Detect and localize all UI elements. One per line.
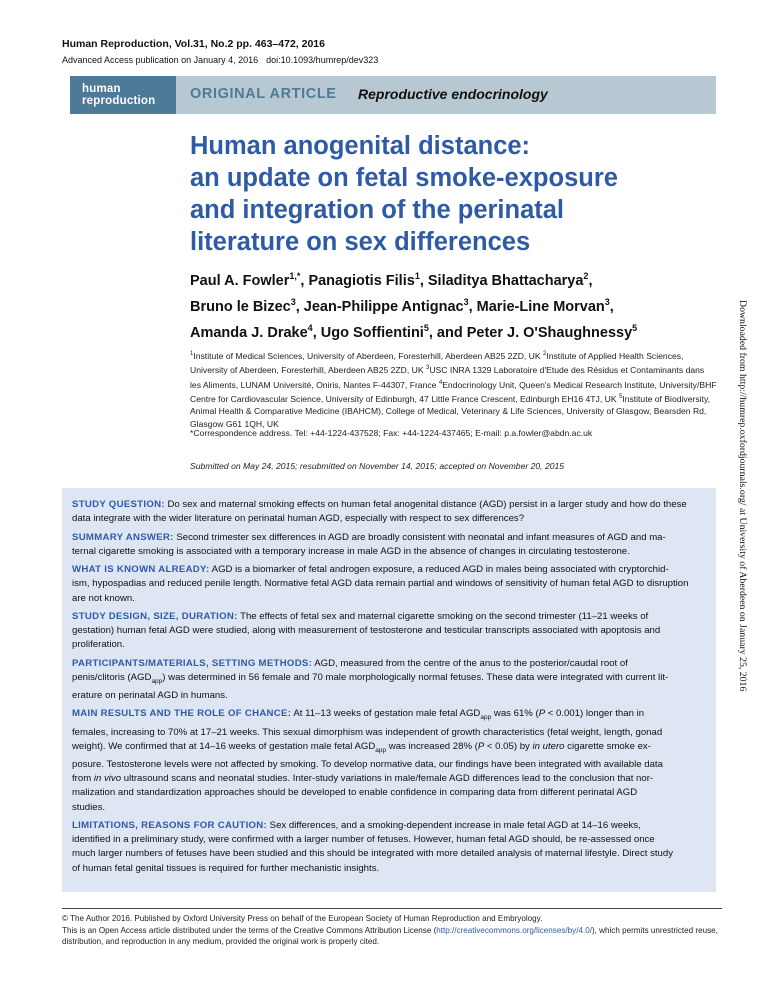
- abstract-line: WHAT IS KNOWN ALREADY: AGD is a biomarker of fetal androgen exposure, a reduced AGD in males being associated with cryptorchid-: [72, 564, 669, 576]
- abstract-line: MAIN RESULTS AND THE ROLE OF CHANCE: At 11–13 weeks of gestation male fetal $AGD_{app}$ was 61% (P < 0.001) longer than in: [72, 708, 645, 722]
- abstract-heading: STUDY DESIGN, SIZE, DURATION:: [72, 610, 238, 622]
- abstract-line: studies.: [72, 801, 106, 813]
- abstract-heading: STUDY QUESTION:: [72, 499, 165, 510]
- abstract-line: ternal cigarette smoking is associated with a temporary increase in male AGD in the absence of changes in circulating testosterone.: [72, 545, 630, 557]
- advance-access-line: [62, 55, 378, 65]
- license-line: distribution, and reproduction in any medium, provided the original work is properly cited.: [62, 937, 380, 946]
- article-title: [190, 130, 690, 258]
- abstract-heading: LIMITATIONS, REASONS FOR CAUTION:: [72, 819, 268, 831]
- article-subtype: Reproductive endocrinology: [358, 86, 548, 102]
- abstract-line: much larger numbers of fetuses have been studied and this should be integrated with more detailed analysis of maternal lifestyle. Direct study: [72, 848, 674, 860]
- abstract-heading: MAIN RESULTS AND THE ROLE OF CHANCE:: [72, 708, 292, 720]
- abstract-body: [72, 498, 710, 880]
- affiliation-line: Animal Health & Comparative Medicine (IBAHCM), College of Medical, Veterinary & Life Sciences, University of Glasgow, Bearsden Rd,: [190, 406, 707, 417]
- title-line: literature on sex differences: [190, 228, 531, 256]
- side-watermark: [737, 300, 755, 740]
- affiliation-line: les Aliments, LUNAM Université, Oniris, Nantes F-44307, France $^4$Endocrinology Unit, Queen's Medical Research Institute, University/BHF: [190, 379, 717, 390]
- abstract-line: PARTICIPANTS/MATERIALS, SETTING METHODS: AGD, measured from the centre of the anus to the posterior/caudal root of: [72, 657, 628, 669]
- abstract-line: LIMITATIONS, REASONS FOR CAUTION: Sex differences, and a smoking-dependent increase in male fetal AGD at 14–16 weeks,: [72, 819, 641, 831]
- abstract-line: SUMMARY ANSWER: Second trimester sex differences in AGD are broadly consistent with neonatal and infant measures of AGD and ma-: [72, 531, 666, 543]
- license-line: This is an Open Access article distributed under the terms of the Creative Commons Attribution License (http://creativecommons.org/licenses/by/4.0/), which permits unrestricted reuse,: [62, 925, 718, 935]
- submission-dates: Submitted on May 24, 2015; resubmitted on November 14, 2015; accepted on November 20, 2015: [190, 461, 565, 471]
- abstract-line: STUDY QUESTION: Do sex and maternal smoking effects on human fetal anogenital distance (AGD) persist in a larger study and how do these: [72, 499, 687, 510]
- abstract-line: STUDY DESIGN, SIZE, DURATION: The effects of fetal sex and maternal cigarette smoking on the second trimester (11–21 weeks of: [72, 610, 649, 622]
- logo-line-2: reproduction: [82, 95, 156, 107]
- journal-citation: Human Reproduction, Vol.31, No.2 pp. 463–472, 2016: [62, 38, 325, 50]
- article-type: ORIGINAL ARTICLE: [190, 86, 337, 102]
- copyright-line: © The Author 2016. Published by Oxford University Press on behalf of the European Society of Human Reproduction and Embryology.: [62, 914, 543, 923]
- affiliation-line: Centre for Cardiovascular Science, University of Edinburgh, 47 Little France Crescent, Edinburgh EH16 4TJ, UK $^5$Institute of Biodiversity,: [190, 393, 711, 404]
- abstract-section: [72, 563, 710, 606]
- author-line: Bruno le Bizec$^3$, Jean-Philippe Antignac$^3$, Marie-Line Morvan$^3$,: [190, 296, 614, 315]
- abstract-section: [72, 657, 710, 704]
- abstract-line: identified in a preliminary study, were confirmed with a larger number of fetuses. However, human fetal AGD should, be re-assessed once: [72, 834, 655, 846]
- journal-logo: [70, 76, 176, 114]
- abstract-line: females, increasing to 70% at 17–21 weeks. This sexual dimorphism was independent of growth characteristics (fetal weight, length, gonad: [72, 726, 663, 738]
- doi[interactable]: doi:10.1093/humrep/dev323: [266, 55, 379, 65]
- abstract-line: posure. Testosterone levels were not affected by smoking. To develop normative data, our findings have been integrated with available data: [72, 758, 663, 770]
- abstract-line: of human fetal genital tissues is required for further mechanistic insights.: [72, 862, 380, 874]
- abstract-line: from in vivo ultrasound scans and neonatal studies. Inter-study variations in male/female AGD differences lead to the conclusion that nor-: [72, 773, 654, 785]
- affiliation-line: $^1$Institute of Medical Sciences, University of Aberdeen, Foresterhill, Aberdeen AB25 2ZD, UK $^2$Institute of Applied Health Sciences,: [190, 350, 684, 361]
- structured-abstract: [62, 488, 716, 892]
- abstract-line: are not known.: [72, 592, 135, 604]
- abstract-line: penis/clitoris $(AGD_{app})$ was determined in 56 female and 70 male morphologically normal fetuses. These data were integrated with current lit-: [72, 671, 669, 685]
- abstract-section: [72, 498, 710, 526]
- abstract-heading: WHAT IS KNOWN ALREADY:: [72, 564, 210, 576]
- abstract-line: weight). We confirmed that at 14–16 weeks of gestation male fetal $AGD_{app}$ was increased 28% (P < 0.05) by in utero cigarette smoke ex-: [72, 740, 651, 754]
- correspondence: *Correspondence address. Tel: +44-1224-437528; Fax: +44-1224-437465; E-mail: p.a.fowler@abdn.ac.uk: [190, 428, 593, 438]
- abstract-line: data integrate with the wider literature on perinatal human AGD, especially with respect to sex differences?: [72, 513, 525, 525]
- title-line: and integration of the perinatal: [190, 196, 565, 224]
- abstract-line: proliferation.: [72, 639, 125, 651]
- copyright-footer: [62, 908, 722, 948]
- article-banner: [70, 76, 716, 114]
- abstract-line: malization and standardization approaches should be developed to enable confidence in comparing data from different perinatal AGD: [72, 787, 638, 799]
- author-line: Amanda J. Drake$^4$, Ugo Soffientini$^5$, and Peter J. O'Shaughnessy$^5$: [190, 322, 638, 341]
- author-list: [190, 266, 710, 343]
- abstract-line: gestation) human fetal AGD were studied, along with measurement of testosterone and testicular transcripts associated with apoptosis and: [72, 625, 661, 637]
- abstract-heading: PARTICIPANTS/MATERIALS, SETTING METHODS:: [72, 657, 313, 669]
- abstract-line: ism, hypospadias and reduced penile length. Normative fetal AGD data remain partial and windows of sensitivity of human fetal AGD to disruption: [72, 578, 689, 590]
- abstract-section: [72, 707, 710, 814]
- abstract-line: erature on perinatal AGD in humans.: [72, 690, 228, 702]
- affiliations: [190, 348, 717, 430]
- affiliation-line: University of Aberdeen, Foresterhill, Aberdeen AB25 2ZD, UK $^3$USC INRA 1329 Laboratoire d'Etude des Résidus et Contaminants dans: [190, 365, 705, 376]
- advance-access-date: Advanced Access publication on January 4, 2016: [62, 55, 259, 65]
- download-watermark[interactable]: Downloaded from http://humrep.oxfordjournals.org/ at University of Aberdeen on January 25, 2016: [737, 300, 748, 692]
- title-line: an update on fetal smoke-exposure: [190, 164, 618, 192]
- abstract-section: [72, 531, 710, 559]
- abstract-section: [72, 819, 710, 876]
- abstract-section: [72, 610, 710, 653]
- abstract-heading: SUMMARY ANSWER:: [72, 531, 174, 543]
- title-line: Human anogenital distance:: [190, 132, 531, 160]
- logo-line-1: human: [82, 83, 121, 95]
- affiliation-line: Glasgow G61 1QH, UK: [190, 418, 279, 429]
- author-line: Paul A. Fowler$^{1,*}$, Panagiotis Filis$^1$, Siladitya Bhattacharya$^2$,: [190, 271, 593, 289]
